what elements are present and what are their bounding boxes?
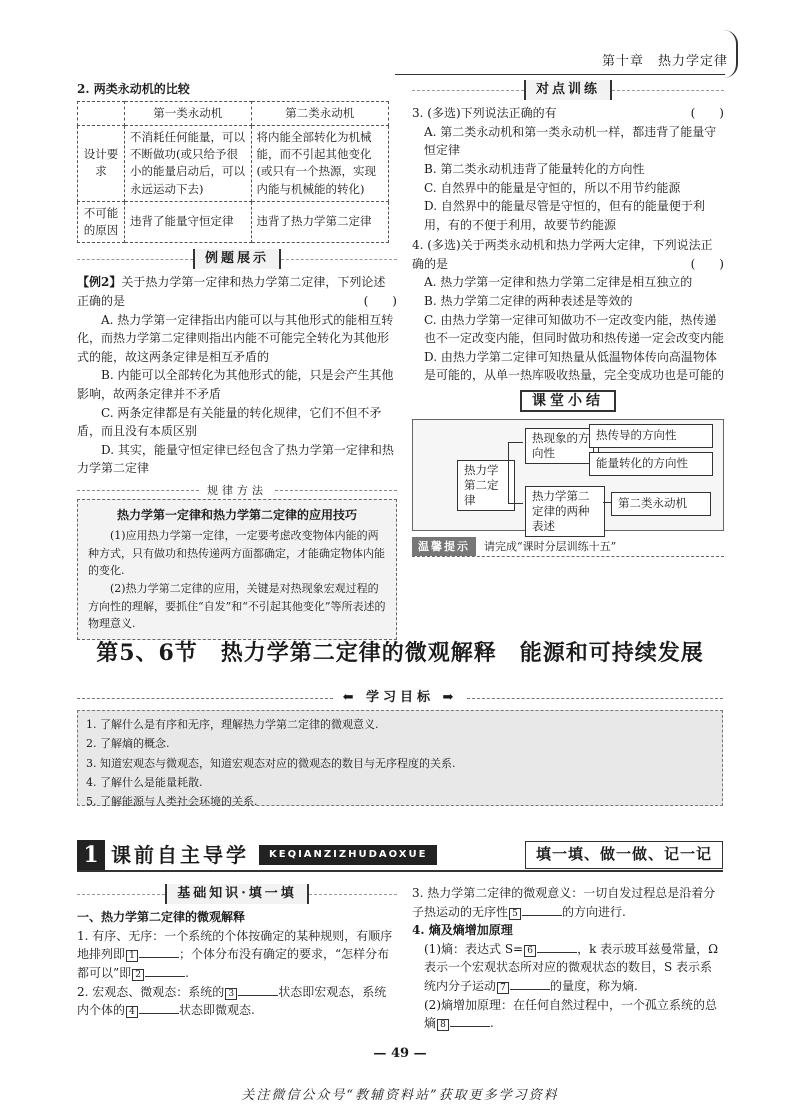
basics-item-4b: (2)熵增加原理：在任何自然过程中，一个孤立系统的总熵 8 . bbox=[424, 997, 718, 1031]
concept-map bbox=[412, 419, 724, 531]
map-connector bbox=[508, 442, 523, 504]
fill-blank-1[interactable] bbox=[139, 957, 179, 958]
method-item: (1)应用热力学第一定律，一定要考虑改变物体内能的两种方式，只有做功和热传递两方面都确定，才能确定物体内能的变化. bbox=[88, 529, 385, 578]
col-header-2: 第二类永动机 bbox=[251, 101, 388, 125]
goals-heading: ⬅ 学习目标 ➡ bbox=[77, 688, 723, 708]
goal-item: 2. 了解熵的概念. bbox=[86, 737, 170, 751]
method-item: (2)热力学第二定律的应用，关键是对热现象宏观过程的方向性的理解，要抓住“自发”和“不引起其他变化”等所表述的物理意义. bbox=[88, 582, 386, 631]
header-rule bbox=[395, 74, 725, 75]
chapter-header: 第十章 热力学定律 bbox=[601, 54, 728, 69]
table-cell: 违背了能量守恒定律 bbox=[125, 201, 252, 243]
goal-item: 5. 了解能源与人类社会环境的关系. bbox=[86, 795, 258, 808]
basics-right bbox=[412, 884, 724, 1033]
left-column bbox=[77, 80, 397, 640]
fill-blank-4[interactable] bbox=[139, 1013, 179, 1014]
fill-blank-3[interactable] bbox=[238, 995, 278, 996]
basics-item-3: 3. 热力学第二定律的微观意义：一切自发过程总是沿着分子热运动的无序性 5 的方向进行. bbox=[412, 886, 716, 919]
header-bracket bbox=[724, 30, 738, 78]
option-b: B. 内能可以全部转化为其他形式的能，只是会产生其他影响，故两条定律并不矛盾 bbox=[77, 368, 394, 402]
basics-subheading: 一、热力学第二定律的微观解释 bbox=[77, 910, 246, 925]
map-leaf-1b: 能量转化的方向性 bbox=[589, 452, 713, 476]
col-header-1: 第一类永动机 bbox=[125, 101, 252, 125]
q3-option: A. 第二类永动机和第一类永动机一样，都违背了能量守恒定律 bbox=[424, 124, 717, 158]
basics-item-2: 2. 宏观态、微观态：系统的 3 状态即宏观态，系统内个体的 4 状态即微观态. bbox=[77, 984, 387, 1018]
page-number: — 49 — bbox=[373, 1046, 427, 1061]
map-leaf-2a: 第二类永动机 bbox=[611, 492, 711, 516]
row-label-design: 设计要求 bbox=[78, 125, 125, 201]
q3-option: D. 自然界中的能量尽管是守恒的，但有的能量便于利用，有的不便于利用，故要节约能源 bbox=[424, 199, 705, 232]
goal-item: 3. 知道宏观态与微观态，知道宏观态对应的微观态的数目与无序程度的关系. bbox=[86, 756, 456, 770]
map-leaf-1a: 热传导的方向性 bbox=[589, 424, 713, 448]
option-d: D. 其实，能量守恒定律已经包含了热力学第一定律和热力学第二定律 bbox=[77, 442, 394, 476]
basics-left bbox=[77, 884, 397, 1020]
table-cell: 不消耗任何能量，可以不断做功(或只给予很小的能量启动后，可以永远运动下去) bbox=[125, 125, 252, 201]
fill-blank-6[interactable] bbox=[537, 952, 577, 953]
map-root: 热力学第二定律 bbox=[457, 460, 515, 511]
banner-pinyin: KEQIANZIZHUDAOXUE bbox=[259, 845, 437, 865]
right-column bbox=[412, 80, 724, 557]
q4-option: A. 热力学第一定律和热力学第二定律是相互独立的 bbox=[424, 275, 693, 290]
basics-item-1: 1. 有序、无序：一个系统的个体按确定的某种规则，有顺序地排列即 1 ；个体分布没有确定的要求，“怎样分布都可以”即 2 . bbox=[77, 928, 393, 980]
q3-option: B. 第二类永动机违背了能量转化的方向性 bbox=[424, 161, 645, 176]
reminder-label: 温馨提示 bbox=[412, 537, 476, 556]
section-main-title: 第5、6节 热力学第二定律的微观解释 能源和可持续发展 bbox=[96, 640, 704, 666]
method-heading: 规律方法 bbox=[77, 482, 397, 499]
q4-option: D. 由热力学第二定律可知热量从低温物体传向高温物体是可能的，从单一热库吸收热量，完全变成功也是可能的 bbox=[424, 349, 725, 383]
method-box bbox=[77, 499, 397, 640]
fill-blank-7[interactable] bbox=[510, 989, 550, 990]
footer-note: 关注微信公众号“教辅资料站”获取更多学习资料 bbox=[241, 1088, 559, 1103]
question-4: 4. (多选)关于两类永动机和热力学两大定律，下列说法正确的是 ( ) bbox=[412, 238, 724, 271]
summary-heading: 课堂小结 bbox=[412, 391, 724, 413]
goal-item: 1. 了解什么是有序和无序，理解热力学第二定律的微观意义. bbox=[86, 718, 379, 731]
q4-option: C. 由热力学第一定律可知做功不一定改变内能，热传递也不一定改变内能，但同时做功和热传递一定会改变内能 bbox=[424, 312, 725, 346]
reminder-text: 请完成“课时分层训练十五” bbox=[484, 539, 617, 553]
section-title: 2. 两类永动机的比较 bbox=[77, 82, 190, 96]
fill-blank-8[interactable] bbox=[450, 1026, 490, 1027]
fill-blank-5[interactable] bbox=[522, 915, 562, 916]
banner-title: 课前自主导学 bbox=[111, 842, 249, 867]
method-title: 热力学第一定律和热力学第二定律的应用技巧 bbox=[116, 508, 357, 523]
example-question: 【例2】关于热力学第一定律和热力学第二定律，下列论述正确的是 ( ) bbox=[77, 275, 397, 309]
q3-option: C. 自然界中的能量是守恒的，所以不用节约能源 bbox=[424, 180, 681, 195]
example-heading: 例题展示 bbox=[77, 249, 397, 269]
option-a: A. 热力学第一定律指出内能可以与其他形式的能相互转化，而热力学第二定律则指出内能不可能完全转化为其他形式的能，故这两条定律是相互矛盾的 bbox=[77, 312, 394, 364]
banner-number: 1 bbox=[77, 840, 105, 870]
basics-item-4a: (1)熵：表达式 S= 6 ，k 表示玻耳兹曼常量，Ω 表示一个宏观状态所对应的微观状态的数目，S 表示系统内分子运动 7 的量度，称为熵. bbox=[424, 941, 719, 993]
basics-item-4-title: 4. 熵及熵增加原理 bbox=[412, 923, 513, 938]
map-branch-1: 热现象的方向性 bbox=[525, 428, 599, 464]
goal-item: 4. 了解什么是能量耗散. bbox=[86, 775, 203, 789]
question-3: 3. (多选)下列说法正确的有 ( ) bbox=[412, 106, 724, 121]
map-connector bbox=[603, 502, 611, 503]
basics-heading: 基础知识·填一填 bbox=[77, 884, 397, 904]
option-c: C. 两条定律都是有关能量的转化规律，它们不但不矛盾，而且没有本质区别 bbox=[77, 405, 382, 439]
goals-box bbox=[77, 710, 723, 806]
row-label-reason: 不可能的原因 bbox=[78, 201, 125, 243]
q4-option: B. 热力学第二定律的两种表述是等效的 bbox=[424, 294, 633, 309]
table-cell: 将内能全部转化为机械能，而不引起其他变化(或只有一个热源，实现内能与机械能的转化) bbox=[251, 125, 388, 201]
practice-heading: 对点训练 bbox=[412, 80, 724, 100]
banner-slogan: 填一填、做一做、记一记 bbox=[525, 841, 723, 868]
fill-blank-2[interactable] bbox=[145, 976, 185, 977]
reminder-bar bbox=[412, 537, 724, 557]
map-branch-2: 热力学第二定律的两种表述 bbox=[525, 486, 605, 537]
comparison-table bbox=[77, 101, 389, 244]
table-cell: 违背了热力学第二定律 bbox=[251, 201, 388, 243]
preview-banner bbox=[77, 840, 723, 872]
